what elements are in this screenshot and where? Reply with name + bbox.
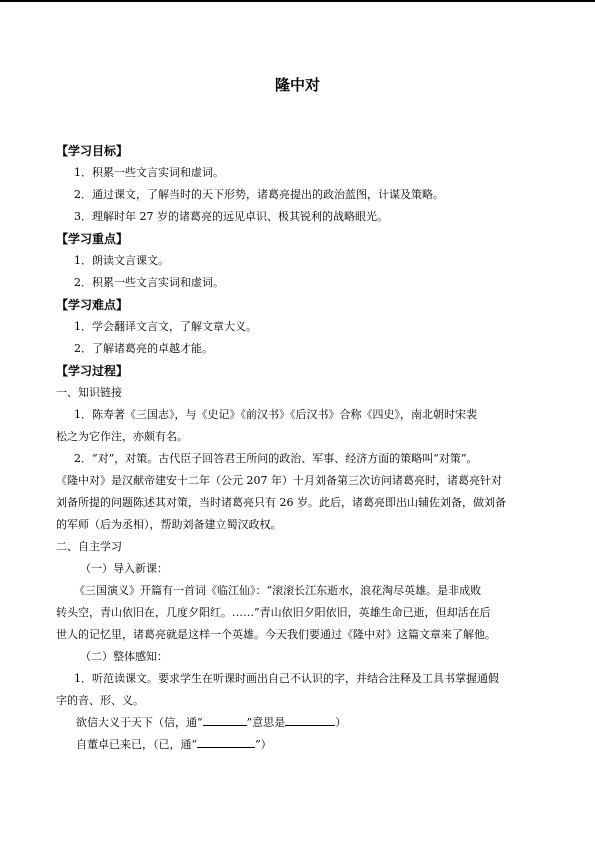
key-points-heading: 【学习重点】 bbox=[56, 232, 129, 246]
fill-blank[interactable] bbox=[203, 713, 247, 726]
paragraph-line: 字的音、形、义。 bbox=[56, 694, 144, 707]
top-rule bbox=[0, 0, 595, 2]
exercise-text: 欲信大义于天下（信，通“ bbox=[76, 716, 203, 729]
key-point-item: 1．朗读文言课文。 bbox=[74, 254, 169, 267]
fill-blank[interactable] bbox=[197, 735, 255, 748]
section-title: 二、自主学习 bbox=[56, 540, 122, 553]
paragraph-line: 2．“对”，对策。古代臣子回答君王所问的政治、军事、经济方面的策略叫“对策”。 bbox=[74, 452, 478, 465]
exercise-text: ”意思是 bbox=[246, 716, 286, 729]
exercise-text: 自董卓已来已，（已，通“ bbox=[76, 738, 198, 751]
exercise-line bbox=[56, 734, 542, 756]
exercise-text: ”） bbox=[255, 738, 272, 751]
subsection-title: （一）导入新课： bbox=[80, 562, 168, 575]
section-title: 一、知识链接 bbox=[56, 386, 122, 399]
paragraph-line: 转头空，青山依旧在，几度夕阳红。……”青山依旧夕阳依旧，英雄生命已逝，但却活在后 bbox=[56, 606, 491, 619]
goal-item: 3．理解时年 27 岁的诸葛亮的远见卓识、极其锐利的战略眼光。 bbox=[74, 210, 388, 223]
subsection-title: （二）整体感知： bbox=[80, 650, 168, 663]
difficulty-item: 1．学会翻译文言文，了解文章大义。 bbox=[74, 320, 257, 333]
paragraph-line: 《三国演义》开篇有一首词《临江仙》：“滚滚长江东逝水，浪花淘尽英雄。是非成败 bbox=[74, 584, 482, 597]
goal-item: 2．通过课文，了解当时的天下形势，诸葛亮提出的政治蓝图，计谋及策略。 bbox=[74, 188, 444, 201]
key-point-item: 2．积累一些文言实词和虚词。 bbox=[74, 276, 224, 289]
exercise-text: ） bbox=[335, 716, 347, 729]
paragraph-line: 世人的记忆里，诸葛亮就是这样一个英雄。今天我们要通过《隆中对》这篇文章来了解他。 bbox=[56, 628, 496, 641]
fill-blank[interactable] bbox=[285, 713, 335, 726]
exercise-line bbox=[56, 712, 542, 734]
paragraph-line: 1．陈寿著《三国志》，与《史记》《前汉书》《后汉书》合称《四史》，南北朝时宋裴 bbox=[74, 408, 477, 421]
paragraph-line: 《隆中对》是汉献帝建安十二年（公元 207 年）十月刘备第三次访问诸葛亮时，诸葛亮针对 bbox=[56, 474, 502, 487]
goal-item: 1．积累一些文言实词和虚词。 bbox=[74, 166, 224, 179]
paragraph-line: 1．听范读课文。要求学生在听课时画出自己不认识的字，并结合注释及工具书掌握通假 bbox=[74, 672, 499, 685]
difficulty-item: 2．了解诸葛亮的卓越才能。 bbox=[74, 342, 213, 355]
paragraph-line: 的军师（后为丞相），帮助刘备建立蜀汉政权。 bbox=[56, 518, 282, 531]
difficulties-heading: 【学习难点】 bbox=[56, 298, 129, 312]
paragraph-line: 松之为它作注，亦颇有名。 bbox=[56, 430, 188, 443]
process-heading: 【学习过程】 bbox=[56, 364, 129, 378]
page-title: 隆中对 bbox=[274, 76, 320, 94]
goals-heading: 【学习目标】 bbox=[56, 144, 129, 158]
document-body bbox=[56, 140, 542, 756]
paragraph-line: 刘备所提的问题陈述其对策，当时诸葛亮只有 26 岁。此后，诸葛亮即出山辅佐刘备，做刘备 bbox=[56, 496, 506, 509]
